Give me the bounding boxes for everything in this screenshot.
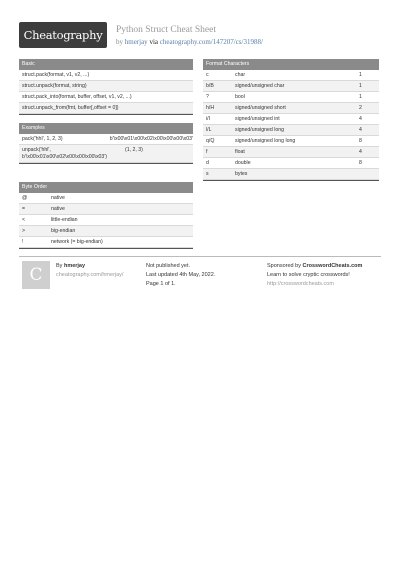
table-row: [19, 145, 193, 163]
table-row: [203, 125, 379, 136]
format-type: double: [235, 159, 251, 166]
cheatography-logo[interactable]: [19, 22, 107, 48]
code-text: struct.pack_into(format, buffer, offset, v1, v2, ...): [22, 93, 132, 100]
format-size: 4: [359, 148, 362, 155]
format-type: signed/unsigned long long: [235, 137, 296, 144]
table-row: [203, 103, 379, 114]
order-symbol: =: [22, 205, 26, 212]
example-code: unpack('hhl', b'\x00\x01\x00\x02\x00\x00\x00\x03'): [22, 146, 108, 160]
table-row: [19, 81, 193, 92]
format-char: ?: [206, 93, 209, 100]
section-divider: [203, 180, 379, 181]
code-text: struct.unpack_from(fmt, buffer[,offset = 0]): [22, 104, 119, 111]
table-row: [19, 92, 193, 103]
author-avatar[interactable]: [22, 261, 50, 289]
order-symbol: @: [22, 194, 28, 201]
table-row: [19, 226, 193, 237]
table-row: [203, 158, 379, 169]
byline: [116, 38, 263, 46]
order-symbol: >: [22, 227, 26, 234]
format-type: char: [235, 71, 246, 78]
format-size: 4: [359, 115, 362, 122]
format-char: l/L: [206, 126, 212, 133]
by-label: By: [56, 263, 63, 269]
order-meaning: native: [51, 194, 65, 201]
last-updated: Last updated 4th May, 2022.: [146, 272, 216, 278]
table-row: [19, 134, 193, 145]
format-type: signed/unsigned long: [235, 126, 285, 133]
format-type: bytes: [235, 170, 248, 177]
format-size: 8: [359, 159, 362, 166]
publish-status: Not published yet.: [146, 263, 191, 269]
order-symbol: !: [22, 238, 24, 245]
format-char: d: [206, 159, 209, 166]
format-char: q/Q: [206, 137, 215, 144]
table-row: [203, 147, 379, 158]
sponsor-line: [267, 262, 362, 270]
order-meaning: little-endian: [51, 216, 78, 223]
section-divider: [19, 163, 193, 164]
example-result: b'\x00\x01\x00\x02\x00\x00\x00\x03': [109, 135, 193, 142]
table-row: [19, 204, 193, 215]
sponsor-url[interactable]: http://crosswordcheats.com: [267, 281, 334, 287]
table-row: [203, 136, 379, 147]
sponsor-prefix: Sponsored by: [267, 263, 301, 269]
format-type: bool: [235, 93, 245, 100]
page-number: Page 1 of 1.: [146, 281, 176, 287]
table-row: [19, 70, 193, 81]
table-row: [19, 193, 193, 204]
table-row: [19, 237, 193, 248]
table-row: [203, 92, 379, 103]
example-code: pack('hhl', 1, 2, 3): [22, 135, 63, 142]
code-text: struct.unpack(format, string): [22, 82, 87, 89]
order-meaning: big-endian: [51, 227, 76, 234]
section-title: Byte Order: [19, 182, 193, 193]
format-size: 1: [359, 93, 362, 100]
example-result: (1, 2, 3): [125, 146, 143, 153]
format-size: 8: [359, 137, 362, 144]
sponsor-name[interactable]: CrosswordCheats.com: [302, 263, 363, 269]
format-type: signed/unsigned char: [235, 82, 285, 89]
sponsor-tagline: Learn to solve cryptic crosswords!: [267, 272, 350, 278]
section-basic: [19, 59, 193, 115]
via-word: via: [149, 38, 158, 46]
format-char: b/B: [206, 82, 214, 89]
format-char: s: [206, 170, 209, 177]
page-title: Python Struct Cheat Sheet: [116, 25, 217, 35]
footer-author-name[interactable]: hmerjay: [63, 263, 86, 269]
logo-text: Cheatography: [23, 28, 103, 42]
by-word: by: [116, 38, 123, 46]
format-char: i/I: [206, 115, 211, 122]
table-row: [203, 169, 379, 180]
avatar-letter: C: [29, 265, 43, 285]
format-type: float: [235, 148, 245, 155]
table-row: [19, 103, 193, 114]
sheet-url-link[interactable]: cheatography.com/147207/cs/31988/: [159, 38, 263, 46]
footer-divider: [19, 256, 381, 257]
format-size: 2: [359, 104, 362, 111]
table-row: [203, 81, 379, 92]
footer-author: [56, 262, 85, 270]
table-row: [203, 70, 379, 81]
section-format-characters: [203, 59, 379, 181]
section-byte-order: [19, 182, 193, 249]
section-title: Basic: [19, 59, 193, 70]
order-symbol: <: [22, 216, 26, 223]
format-size: [359, 171, 379, 178]
format-char: c: [206, 71, 209, 78]
section-divider: [19, 114, 193, 115]
section-divider: [19, 248, 193, 249]
footer-author-url[interactable]: cheatography.com/hmerjay/: [56, 272, 124, 278]
section-title: Format Characters: [203, 59, 379, 70]
format-char: f: [206, 148, 208, 155]
order-meaning: native: [51, 205, 65, 212]
format-char: h/H: [206, 104, 215, 111]
format-type: signed/unsigned int: [235, 115, 280, 122]
section-examples: [19, 123, 193, 164]
code-text: struct.pack(format, v1, v2, ...): [22, 71, 90, 78]
format-size: 4: [359, 126, 362, 133]
table-row: [19, 215, 193, 226]
format-size: 1: [359, 82, 362, 89]
format-type: signed/unsigned short: [235, 104, 286, 111]
format-size: 1: [359, 71, 362, 78]
table-row: [203, 114, 379, 125]
section-title: Examples: [19, 123, 193, 134]
author-link[interactable]: hmerjay: [124, 38, 148, 46]
order-meaning: network (= big-endian): [51, 238, 103, 245]
